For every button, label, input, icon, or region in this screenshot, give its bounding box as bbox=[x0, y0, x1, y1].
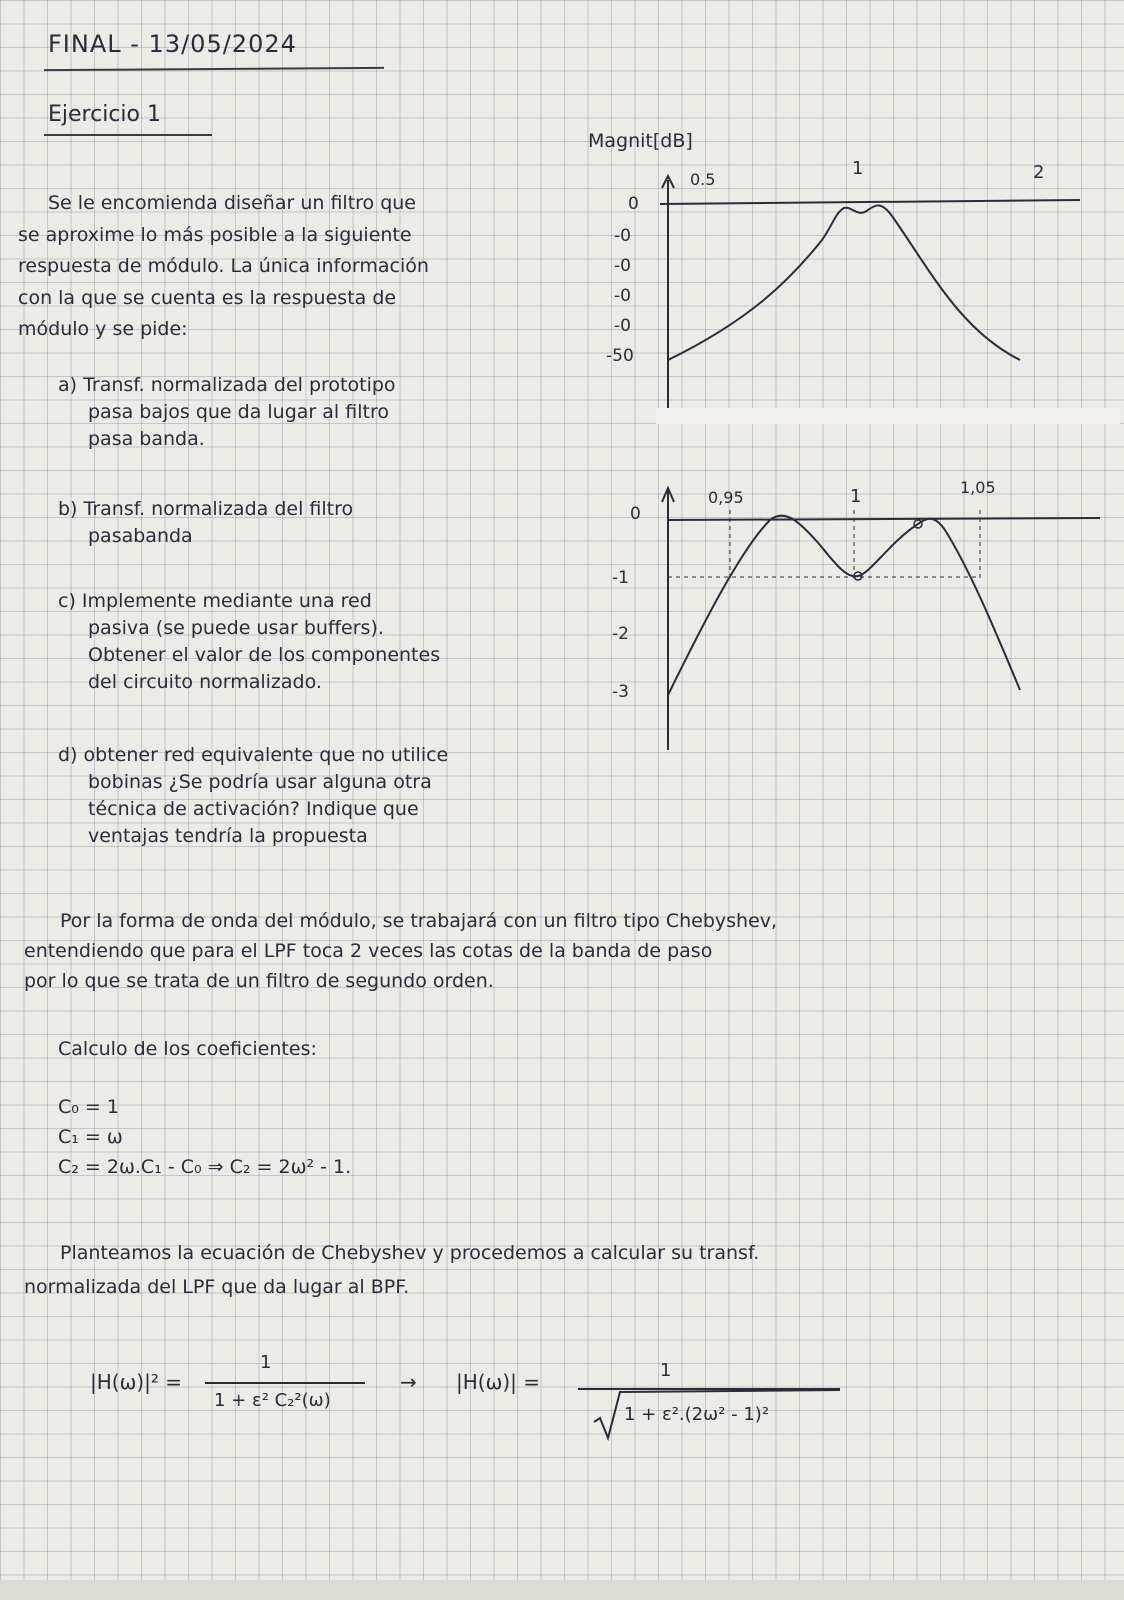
graph2-x-axis bbox=[668, 518, 1100, 520]
eq-numerator-2: 1 bbox=[660, 1360, 672, 1381]
page-title: FINAL - 13/05/2024 bbox=[48, 30, 297, 58]
title-underline bbox=[44, 67, 384, 71]
page-edge bbox=[0, 1580, 1124, 1600]
graph1-ytick: -50 bbox=[606, 346, 634, 366]
graph1-curve bbox=[668, 205, 1020, 360]
item-c bbox=[58, 588, 440, 696]
item-b bbox=[58, 496, 353, 550]
item-d-line: d) obtener red equivalente que no utilice bbox=[58, 744, 449, 766]
statement-line: se aproxime lo más posible a la siguiente bbox=[18, 223, 412, 246]
eq-denominator-2: 1 + ε².(2ω² - 1)² bbox=[624, 1404, 770, 1425]
eq-lhs: |H(ω)|² = bbox=[90, 1370, 183, 1394]
graph2-curve bbox=[668, 516, 1020, 695]
item-a bbox=[58, 372, 396, 453]
eq-lhs-2: |H(ω)| = bbox=[456, 1370, 540, 1394]
fraction-bar bbox=[205, 1382, 365, 1384]
item-c-line: Obtener el valor de los componentes bbox=[88, 644, 441, 666]
graph2-plot bbox=[600, 480, 1120, 770]
graph1-ytick: 0 bbox=[628, 194, 639, 214]
exercise-underline bbox=[44, 134, 212, 136]
coef-list bbox=[58, 1092, 351, 1182]
analysis-paragraph bbox=[24, 906, 777, 996]
graph2-xtick: 1 bbox=[850, 486, 862, 507]
eq-denominator: 1 + ε² C₂²(ω) bbox=[214, 1390, 331, 1411]
item-c-line: c) Implemente mediante una red bbox=[58, 590, 372, 612]
graph1-ytick: -0 bbox=[614, 256, 631, 276]
item-d bbox=[58, 742, 448, 850]
item-a-line: pasa bajos que da lugar al filtro bbox=[88, 401, 389, 423]
graph1-ytick: -0 bbox=[614, 226, 631, 246]
item-d-line: técnica de activación? Indique que bbox=[88, 798, 419, 820]
graph2-ytick: -1 bbox=[612, 568, 629, 588]
analysis-line: entendiendo que para el LPF toca 2 veces las cotas de la banda de paso bbox=[24, 940, 713, 962]
graph1-plot bbox=[600, 160, 1120, 440]
graph2-ytick: -3 bbox=[612, 682, 629, 702]
analysis-line: Por la forma de onda del módulo, se trabajará con un filtro tipo Chebyshev, bbox=[60, 910, 778, 932]
graph1-ytick: -0 bbox=[614, 286, 631, 306]
coef-heading: Calculo de los coeficientes: bbox=[58, 1038, 317, 1060]
statement-line: módulo y se pide: bbox=[18, 318, 188, 340]
graph2-xtick: 1,05 bbox=[960, 478, 996, 497]
item-d-line: bobinas ¿Se podría usar alguna otra bbox=[88, 771, 432, 793]
item-b-line: pasabanda bbox=[88, 525, 193, 547]
eq-numerator: 1 bbox=[260, 1352, 272, 1373]
statement-line: Se le encomienda diseñar un filtro que bbox=[48, 192, 416, 214]
page-fold-band bbox=[656, 408, 1120, 424]
graph1-ytick: -0 bbox=[614, 316, 631, 336]
graph2-ytick: 0 bbox=[630, 504, 641, 524]
coef-line: C₀ = 1 bbox=[58, 1096, 119, 1118]
eq-arrow: → bbox=[400, 1370, 417, 1394]
item-a-line: pasa banda. bbox=[88, 428, 205, 450]
graph1-xtick: 0.5 bbox=[690, 170, 716, 189]
statement bbox=[18, 188, 429, 346]
graph2-ytick: -2 bbox=[612, 624, 629, 644]
statement-line: con la que se cuenta es la respuesta de bbox=[18, 286, 397, 309]
chebyshev-line: Planteamos la ecuación de Chebyshev y procedemos a calcular su transf. bbox=[60, 1242, 760, 1264]
item-d-line: ventajas tendría la propuesta bbox=[88, 825, 368, 847]
exercise-heading: Ejercicio 1 bbox=[48, 102, 161, 127]
item-b-line: b) Transf. normalizada del filtro bbox=[58, 498, 354, 520]
graph1-title: Magnit[dB] bbox=[588, 130, 693, 152]
analysis-line: por lo que se trata de un filtro de segundo orden. bbox=[24, 970, 494, 992]
chebyshev-line: normalizada del LPF que da lugar al BPF. bbox=[24, 1276, 410, 1298]
statement-line: respuesta de módulo. La única información bbox=[18, 255, 429, 277]
item-a-line: a) Transf. normalizada del prototipo bbox=[58, 374, 396, 396]
graph1-x-axis bbox=[660, 200, 1080, 204]
coef-line: C₁ = ω bbox=[58, 1126, 123, 1148]
item-c-line: pasiva (se puede usar buffers). bbox=[88, 617, 384, 639]
chebyshev-paragraph bbox=[24, 1236, 759, 1304]
graph1-xtick: 2 bbox=[1033, 162, 1045, 183]
coef-line: C₂ = 2ω.C₁ - C₀ ⇒ C₂ = 2ω² - 1. bbox=[58, 1156, 352, 1178]
graph1-xtick: 1 bbox=[852, 158, 864, 179]
item-c-line: del circuito normalizado. bbox=[88, 671, 322, 693]
graph2-xtick: 0,95 bbox=[708, 488, 744, 507]
